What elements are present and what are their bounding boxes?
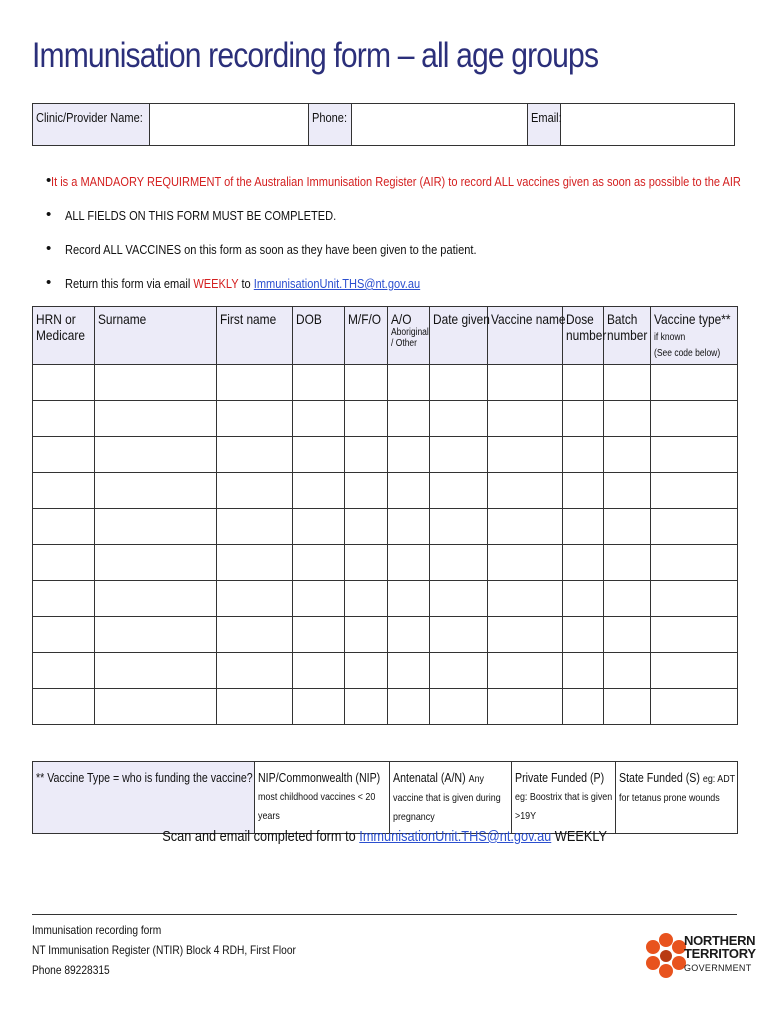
record-cell[interactable] xyxy=(604,437,651,473)
record-cell[interactable] xyxy=(651,365,738,401)
record-cell[interactable] xyxy=(563,437,604,473)
record-cell[interactable] xyxy=(95,401,217,437)
record-cell[interactable] xyxy=(651,437,738,473)
record-cell[interactable] xyxy=(651,653,738,689)
table-row xyxy=(33,689,738,725)
record-cell[interactable] xyxy=(293,365,345,401)
record-cell[interactable] xyxy=(388,545,430,581)
phone-field[interactable] xyxy=(352,104,528,146)
immunisation-records-table xyxy=(32,306,738,725)
bullet-icon: • xyxy=(46,274,52,291)
record-cell[interactable] xyxy=(217,689,293,725)
email-link[interactable]: ImmunisationUnit.THS@nt.gov.au xyxy=(253,276,421,291)
record-cell[interactable] xyxy=(430,509,488,545)
table-row xyxy=(33,401,738,437)
key-antenatal: Antenatal (A/N) Any vaccine that is given during pregnancy xyxy=(390,762,512,834)
record-cell[interactable] xyxy=(430,689,488,725)
phone-label: Phone: xyxy=(309,104,352,146)
key-private: Private Funded (P) eg: Boostrix that is given >19Y xyxy=(512,762,616,834)
record-cell[interactable] xyxy=(345,617,388,653)
record-cell[interactable] xyxy=(563,689,604,725)
record-cell[interactable] xyxy=(563,617,604,653)
record-cell[interactable] xyxy=(33,545,95,581)
record-cell[interactable] xyxy=(388,581,430,617)
record-cell[interactable] xyxy=(293,437,345,473)
record-cell[interactable] xyxy=(33,689,95,725)
vaccine-type-key-table xyxy=(32,761,738,834)
record-cell[interactable] xyxy=(488,581,563,617)
record-cell[interactable] xyxy=(563,653,604,689)
record-vaccines-notice: Record ALL VACCINES on this form as soon as they have been given to the patient. xyxy=(65,242,477,257)
record-cell[interactable] xyxy=(95,545,217,581)
header-mfo: M/F/O xyxy=(345,307,388,365)
record-cell[interactable] xyxy=(488,401,563,437)
record-cell[interactable] xyxy=(488,617,563,653)
record-cell[interactable] xyxy=(430,581,488,617)
record-cell[interactable] xyxy=(604,509,651,545)
instructions-list xyxy=(46,174,746,310)
record-cell[interactable] xyxy=(430,653,488,689)
record-cell[interactable] xyxy=(345,545,388,581)
table-row xyxy=(33,581,738,617)
record-cell[interactable] xyxy=(388,617,430,653)
table-row xyxy=(33,473,738,509)
header-dob: DOB xyxy=(293,307,345,365)
record-cell[interactable] xyxy=(293,617,345,653)
instruction-item xyxy=(46,276,746,310)
record-cell[interactable] xyxy=(388,365,430,401)
record-cell[interactable] xyxy=(95,689,217,725)
instruction-item xyxy=(46,242,746,276)
record-cell[interactable] xyxy=(651,509,738,545)
record-cell[interactable] xyxy=(293,509,345,545)
record-cell[interactable] xyxy=(488,653,563,689)
record-cell[interactable] xyxy=(33,473,95,509)
table-row xyxy=(33,509,738,545)
record-cell[interactable] xyxy=(345,365,388,401)
record-cell[interactable] xyxy=(33,365,95,401)
header-hrn: HRN or Medicare xyxy=(33,307,95,365)
bullet-icon: • xyxy=(46,240,52,257)
record-cell[interactable] xyxy=(293,401,345,437)
key-nip: NIP/Commonwealth (NIP) most childhood vaccines < 20 years xyxy=(255,762,390,834)
footer-divider xyxy=(32,914,737,915)
header-surname: Surname xyxy=(95,307,217,365)
bullet-icon: • xyxy=(46,206,52,223)
record-cell[interactable] xyxy=(388,653,430,689)
record-cell[interactable] xyxy=(651,401,738,437)
record-cell[interactable] xyxy=(430,473,488,509)
record-cell[interactable] xyxy=(430,401,488,437)
record-cell[interactable] xyxy=(488,689,563,725)
record-cell[interactable] xyxy=(430,365,488,401)
header-dose-number: Dose number xyxy=(563,307,604,365)
clinic-name-field[interactable] xyxy=(150,104,309,146)
scan-instruction: Scan and email completed form to ImmunisationUnit.THS@nt.gov.au WEEKLY xyxy=(162,828,608,845)
record-cell[interactable] xyxy=(604,689,651,725)
record-cell[interactable] xyxy=(563,545,604,581)
key-state: State Funded (S) eg: ADT for tetanus prone wounds xyxy=(616,762,738,834)
all-fields-notice: ALL FIELDS ON THIS FORM MUST BE COMPLETED. xyxy=(65,208,337,223)
record-cell[interactable] xyxy=(217,581,293,617)
record-cell[interactable] xyxy=(563,509,604,545)
header-batch-number: Batch number xyxy=(604,307,651,365)
record-cell[interactable] xyxy=(604,545,651,581)
table-row xyxy=(33,653,738,689)
clinic-label: Clinic/Provider Name: xyxy=(33,104,150,146)
table-row xyxy=(33,437,738,473)
record-cell[interactable] xyxy=(604,401,651,437)
record-cell[interactable] xyxy=(293,473,345,509)
record-cell[interactable] xyxy=(293,545,345,581)
record-cell[interactable] xyxy=(345,437,388,473)
record-cell[interactable] xyxy=(345,653,388,689)
record-cell[interactable] xyxy=(651,545,738,581)
record-cell[interactable] xyxy=(563,365,604,401)
record-cell[interactable] xyxy=(95,365,217,401)
record-cell[interactable] xyxy=(217,437,293,473)
record-cell[interactable] xyxy=(488,545,563,581)
header-vaccine-name: Vaccine name xyxy=(488,307,563,365)
record-cell[interactable] xyxy=(33,653,95,689)
record-cell[interactable] xyxy=(293,689,345,725)
record-cell[interactable] xyxy=(33,401,95,437)
record-cell[interactable] xyxy=(604,473,651,509)
record-cell[interactable] xyxy=(217,653,293,689)
table-row xyxy=(33,365,738,401)
record-cell[interactable] xyxy=(488,365,563,401)
footer-form-name: Immunisation recording form xyxy=(32,923,162,937)
record-cell[interactable] xyxy=(95,473,217,509)
records-body xyxy=(33,365,738,725)
record-cell[interactable] xyxy=(95,617,217,653)
scan-email-link[interactable]: ImmunisationUnit.THS@nt.gov.au xyxy=(359,828,552,845)
record-cell[interactable] xyxy=(651,617,738,653)
table-header-row xyxy=(33,307,738,365)
record-cell[interactable] xyxy=(563,473,604,509)
record-cell[interactable] xyxy=(651,473,738,509)
key-header: ** Vaccine Type = who is funding the vaccine? xyxy=(33,762,255,834)
record-cell[interactable] xyxy=(388,509,430,545)
record-cell[interactable] xyxy=(95,509,217,545)
record-cell[interactable] xyxy=(95,653,217,689)
record-cell[interactable] xyxy=(563,401,604,437)
record-cell[interactable] xyxy=(604,365,651,401)
record-cell[interactable] xyxy=(430,545,488,581)
record-cell[interactable] xyxy=(430,617,488,653)
record-cell[interactable] xyxy=(604,581,651,617)
record-cell[interactable] xyxy=(33,509,95,545)
email-label: Email: xyxy=(528,104,561,146)
weekly-text: WEEKLY xyxy=(193,276,239,291)
record-cell[interactable] xyxy=(217,545,293,581)
record-cell[interactable] xyxy=(388,437,430,473)
record-cell[interactable] xyxy=(388,401,430,437)
footer-address: NT Immunisation Register (NTIR) Block 4 RDH, First Floor xyxy=(32,943,296,957)
form-title: Immunisation recording form – all age groups xyxy=(32,36,599,75)
mandatory-notice: It is a MANDAORY REQUIRMENT of the Australian Immunisation Register (AIR) to record ALL vaccines given as soon as possible to the AIR xyxy=(51,174,742,189)
instruction-item xyxy=(46,174,746,208)
record-cell[interactable] xyxy=(293,653,345,689)
record-cell[interactable] xyxy=(217,617,293,653)
record-cell[interactable] xyxy=(345,473,388,509)
footer-phone: Phone 89228315 xyxy=(32,963,110,977)
record-cell[interactable] xyxy=(604,617,651,653)
record-cell[interactable] xyxy=(217,401,293,437)
email-field[interactable] xyxy=(561,104,735,146)
record-cell[interactable] xyxy=(488,437,563,473)
record-cell[interactable] xyxy=(563,581,604,617)
record-cell[interactable] xyxy=(95,581,217,617)
header-ao: A/O Aboriginal / Other xyxy=(388,307,430,365)
footer-info xyxy=(32,920,343,980)
record-cell[interactable] xyxy=(345,689,388,725)
header-vaccine-type: Vaccine type** if known (See code below) xyxy=(651,307,738,365)
record-cell[interactable] xyxy=(651,689,738,725)
table-row xyxy=(33,617,738,653)
record-cell[interactable] xyxy=(604,653,651,689)
header-date-given: Date given xyxy=(430,307,488,365)
record-cell[interactable] xyxy=(430,437,488,473)
record-cell[interactable] xyxy=(345,509,388,545)
record-cell[interactable] xyxy=(345,401,388,437)
record-cell[interactable] xyxy=(388,689,430,725)
record-cell[interactable] xyxy=(33,581,95,617)
logo-wordmark: NORTHERN TERRITORY GOVERNMENT xyxy=(684,933,756,973)
instruction-item xyxy=(46,208,746,242)
provider-info-table xyxy=(32,103,735,146)
record-cell[interactable] xyxy=(488,509,563,545)
record-cell[interactable] xyxy=(33,437,95,473)
bullet-icon: • xyxy=(46,172,52,189)
return-form-notice: Return this form via email WEEKLY to ImmunisationUnit.THS@nt.gov.au xyxy=(65,276,421,291)
record-cell[interactable] xyxy=(33,617,95,653)
table-row xyxy=(33,545,738,581)
record-cell[interactable] xyxy=(345,581,388,617)
header-first-name: First name xyxy=(217,307,293,365)
record-cell[interactable] xyxy=(217,365,293,401)
record-cell[interactable] xyxy=(293,581,345,617)
record-cell[interactable] xyxy=(488,473,563,509)
record-cell[interactable] xyxy=(388,473,430,509)
record-cell[interactable] xyxy=(651,581,738,617)
record-cell[interactable] xyxy=(217,473,293,509)
record-cell[interactable] xyxy=(95,437,217,473)
record-cell[interactable] xyxy=(217,509,293,545)
